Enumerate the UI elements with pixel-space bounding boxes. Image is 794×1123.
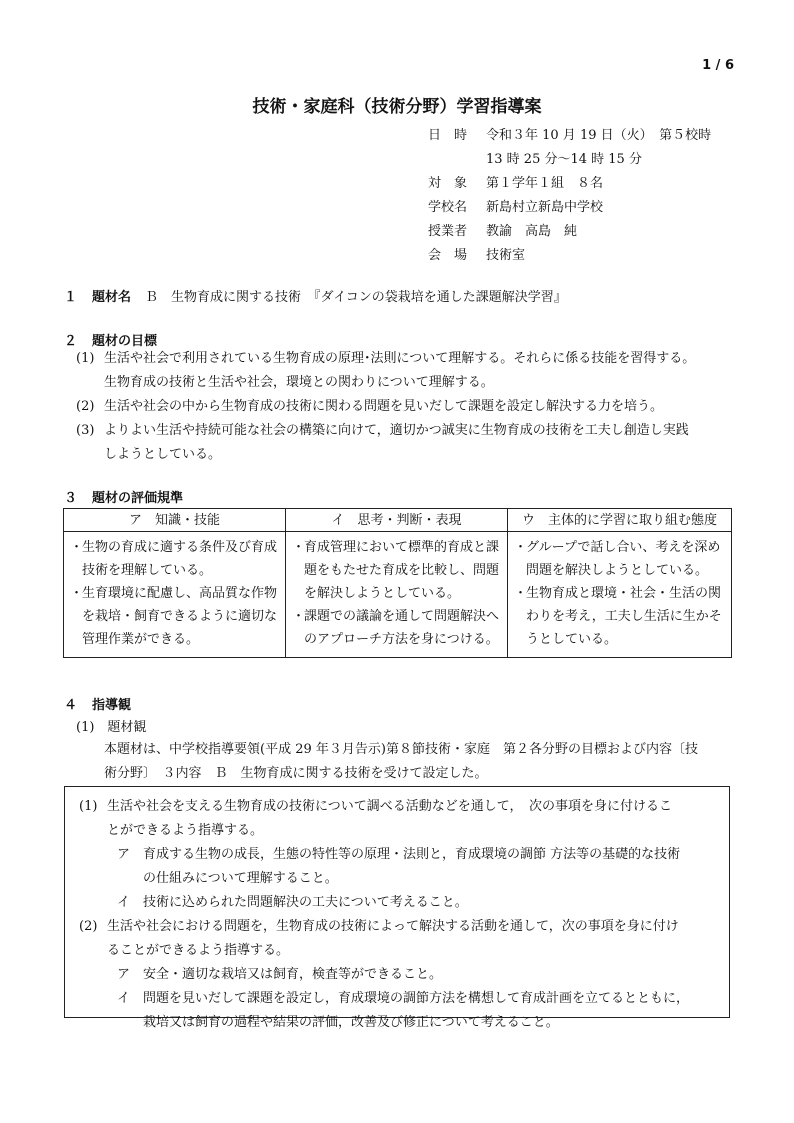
meta-value: 新島村立新島中学校 <box>486 200 604 215</box>
theme-name: Ｂ 生物育成に関する技術 『ダイコンの袋栽培を通した課題解決学習』 <box>145 290 567 305</box>
meta-value: 第１学年１組 ８名 <box>486 176 604 191</box>
objective-mark: (2) <box>76 399 95 414</box>
box-mark: ア <box>117 967 131 982</box>
box-line: とができるよう指導する。 <box>107 823 264 838</box>
column-header: ウ 主体的に学習に取り組む態度 <box>508 509 732 532</box>
section-heading: 題材名 <box>92 290 132 305</box>
paragraph-line: 本題材は、中学校指導要領(平成 29 年３月告示)第８節技術・家庭 第２各分野の目標および内容〔技 <box>104 742 698 757</box>
meta-key <box>428 148 486 172</box>
objective-mark: (1) <box>76 351 95 366</box>
meta-row-time <box>428 148 711 172</box>
box-item <box>79 915 725 963</box>
box-item <box>79 843 725 891</box>
table-header-row <box>64 509 732 532</box>
meta-row-teacher <box>428 220 711 244</box>
section-heading: 指導観 <box>92 698 132 713</box>
section-3-heading <box>64 487 183 506</box>
objective-text: しようとしている。 <box>104 447 222 462</box>
objective-text: 生活や社会で利用されている生物育成の原理･法則について理解する。それらに係る技能を習得する。 <box>104 351 696 366</box>
criteria-item: 育成管理において標準的育成と課題をもたせた育成を比較し、問題を解決しようとしている。 <box>304 540 500 601</box>
meta-key: 対 象 <box>428 176 468 191</box>
curriculum-quote-box <box>64 786 730 1030</box>
meta-key: 日 時 <box>428 128 468 143</box>
criteria-cell: ・ グループで話し合い、考えを深め問題を解決しようとしている。 ・ 生物育成と環境・社会・生活の関わりを考え，工夫し生活に生かそうとしている。 <box>508 532 732 658</box>
page-number: 1 / 6 <box>702 58 734 73</box>
section-4-heading <box>64 694 131 713</box>
objective-item <box>76 419 746 467</box>
paragraph-line: 術分野〕 ３内容 Ｂ 生物育成に関する技術を受けて設定した。 <box>104 766 488 781</box>
objective-mark: (3) <box>76 423 95 438</box>
section-number: ４ <box>64 698 78 713</box>
objective-text: よりよい生活や持続可能な社会の構築に向けて，適切かつ誠実に生物育成の技術を工夫し創造し実践 <box>104 423 689 438</box>
box-line: 栽培又は飼育の過程や結果の評価，改善及び修正について考えること。 <box>143 1015 559 1030</box>
column-header: ア 知識・技能 <box>64 509 286 532</box>
box-line: 生活や社会における問題を，生物育成の技術によって解決する活動を通して，次の事項を身に付け <box>107 919 679 934</box>
box-item <box>79 987 725 1035</box>
meta-value: 13 時 25 分〜14 時 15 分 <box>486 152 642 167</box>
objective-item <box>76 347 746 395</box>
subsection-heading: (1) 題材観 <box>76 720 147 735</box>
meta-row-target <box>428 172 711 196</box>
objectives-list <box>76 347 746 467</box>
meta-key: 授業者 <box>428 224 468 239</box>
meta-value: 令和３年 10 月 19 日（火） 第５校時 <box>486 128 712 143</box>
paragraph <box>104 738 698 786</box>
box-mark: イ <box>117 895 131 910</box>
criteria-item: グループで話し合い、考えを深め問題を解決しようとしている。 <box>526 540 721 578</box>
box-line: 技術に込められた問題解決の工夫について考えること。 <box>143 895 468 910</box>
section-number: １ <box>64 290 78 305</box>
section-number: ３ <box>64 491 78 506</box>
column-header: イ 思考・判断・表現 <box>286 509 508 532</box>
box-line: の仕組みについて理解すること。 <box>143 871 338 886</box>
box-mark: ア <box>117 847 131 862</box>
lesson-meta <box>428 124 711 268</box>
box-item <box>79 795 725 843</box>
box-mark: (2) <box>79 919 98 934</box>
objective-item <box>76 395 746 419</box>
criteria-cell: ・ 育成管理において標準的育成と課題をもたせた育成を比較し、問題を解決しようとしている。 ・ 課題での議論を通して問題解決へのアプローチ方法を身につける。 <box>286 532 508 658</box>
meta-row-datetime <box>428 124 711 148</box>
box-mark: イ <box>117 991 131 1006</box>
meta-key: 会 場 <box>428 248 468 263</box>
document-title: 技術・家庭科（技術分野）学習指導案 <box>252 97 542 117</box>
meta-value: 技術室 <box>486 248 526 263</box>
criteria-item: 生物育成と環境・社会・生活の関わりを考え，工夫し生活に生かそうとしている。 <box>526 586 722 647</box>
objective-text: 生活や社会の中から生物育成の技術に関わる問題を見いだして課題を設定し解決する力を培う。 <box>104 399 664 414</box>
meta-key: 学校名 <box>428 200 468 215</box>
section-1-theme <box>64 286 567 305</box>
meta-row-school <box>428 196 711 220</box>
box-item <box>79 891 725 915</box>
section-heading: 題材の目標 <box>92 334 158 349</box>
evaluation-criteria-table <box>63 508 732 658</box>
objective-text: 生物育成の技術と生活や社会，環境との関わりについて理解する。 <box>104 375 494 390</box>
table-row <box>64 532 732 658</box>
criteria-cell: ・ 生物の育成に適する条件及び育成技術を理解している。 ・ 生育環境に配慮し、高品質な作物を栽培・飼育できるように適切な管理作業ができる。 <box>64 532 286 658</box>
criteria-item: 生物の育成に適する条件及び育成技術を理解している。 <box>82 540 278 578</box>
box-line: 生活や社会を支える生物育成の技術について調べる活動などを通して， 次の事項を身に付けるこ <box>107 799 672 814</box>
meta-value: 教諭 高島 純 <box>486 224 578 239</box>
box-line: 安全・適切な栽培又は飼育，検査等ができること。 <box>143 967 443 982</box>
criteria-item: 課題での議論を通して問題解決へのアプローチ方法を身につける。 <box>304 609 500 647</box>
box-line: 育成する生物の成長，生態の特性等の原理・法則と，育成環境の調節 方法等の基礎的な技術 <box>143 847 681 862</box>
section-heading: 題材の評価規準 <box>92 491 184 506</box>
box-line: ることができるよう指導する。 <box>107 943 290 958</box>
box-line: 問題を見いだして課題を設定し，育成環境の調節方法を構想して育成計画を立てるとともに， <box>143 991 690 1006</box>
criteria-item: 生育環境に配慮し、高品質な作物を栽培・飼育できるように適切な管理作業ができる。 <box>82 586 278 647</box>
box-mark: (1) <box>79 799 98 814</box>
box-item <box>79 963 725 987</box>
meta-row-venue <box>428 244 711 268</box>
section-number: ２ <box>64 334 78 349</box>
